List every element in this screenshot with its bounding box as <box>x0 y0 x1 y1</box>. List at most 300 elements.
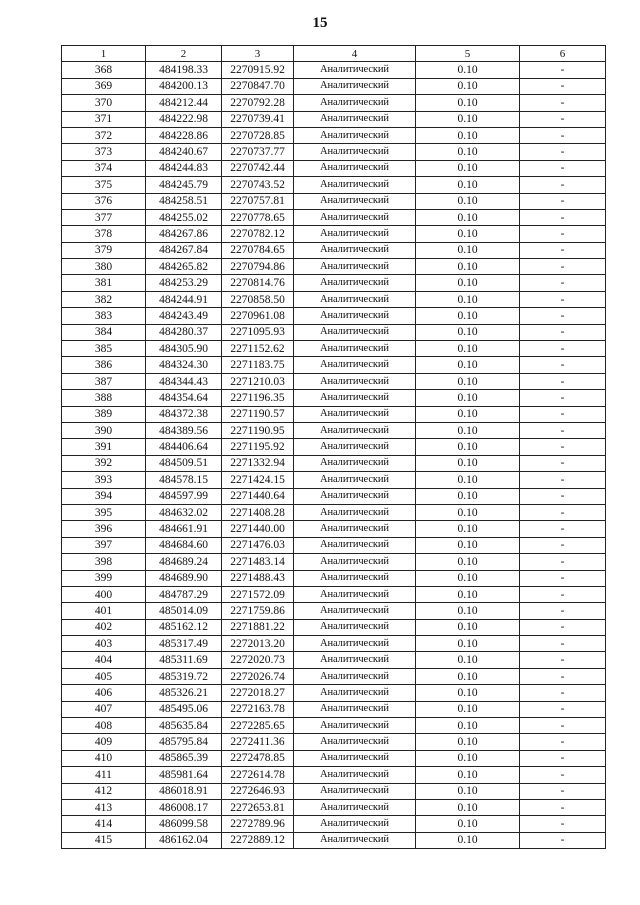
cell-point-number: 414 <box>62 816 146 832</box>
cell-accuracy: 0.10 <box>416 783 520 799</box>
cell-method: Аналитический <box>294 127 416 143</box>
cell-accuracy: 0.10 <box>416 275 520 291</box>
cell-method: Аналитический <box>294 554 416 570</box>
cell-method: Аналитический <box>294 783 416 799</box>
cell-description: - <box>520 701 606 717</box>
cell-accuracy: 0.10 <box>416 144 520 160</box>
cell-method: Аналитический <box>294 718 416 734</box>
cell-x-coordinate: 484244.91 <box>146 291 222 307</box>
cell-description: - <box>520 668 606 684</box>
cell-description: - <box>520 750 606 766</box>
cell-accuracy: 0.10 <box>416 521 520 537</box>
cell-point-number: 372 <box>62 127 146 143</box>
cell-y-coordinate: 2272026.74 <box>222 668 294 684</box>
cell-description: - <box>520 324 606 340</box>
cell-x-coordinate: 484689.24 <box>146 554 222 570</box>
cell-accuracy: 0.10 <box>416 718 520 734</box>
cell-point-number: 377 <box>62 209 146 225</box>
cell-x-coordinate: 484632.02 <box>146 504 222 520</box>
cell-point-number: 412 <box>62 783 146 799</box>
cell-x-coordinate: 484245.79 <box>146 177 222 193</box>
cell-y-coordinate: 2270961.08 <box>222 308 294 324</box>
cell-point-number: 403 <box>62 636 146 652</box>
column-header-description: 6 <box>520 46 606 62</box>
cell-accuracy: 0.10 <box>416 750 520 766</box>
cell-x-coordinate: 484240.67 <box>146 144 222 160</box>
cell-x-coordinate: 484255.02 <box>146 209 222 225</box>
cell-description: - <box>520 341 606 357</box>
cell-method: Аналитический <box>294 144 416 160</box>
table-row <box>62 439 606 455</box>
cell-method: Аналитический <box>294 816 416 832</box>
cell-method: Аналитический <box>294 242 416 258</box>
table-row <box>62 291 606 307</box>
cell-y-coordinate: 2272614.78 <box>222 767 294 783</box>
cell-accuracy: 0.10 <box>416 422 520 438</box>
cell-point-number: 413 <box>62 799 146 815</box>
cell-x-coordinate: 485319.72 <box>146 668 222 684</box>
cell-description: - <box>520 799 606 815</box>
cell-description: - <box>520 62 606 78</box>
cell-method: Аналитический <box>294 275 416 291</box>
cell-x-coordinate: 484280.37 <box>146 324 222 340</box>
cell-method: Аналитический <box>294 209 416 225</box>
table-row <box>62 701 606 717</box>
table-row <box>62 144 606 160</box>
cell-accuracy: 0.10 <box>416 308 520 324</box>
cell-description: - <box>520 636 606 652</box>
cell-description: - <box>520 406 606 422</box>
cell-method: Аналитический <box>294 619 416 635</box>
cell-point-number: 383 <box>62 308 146 324</box>
cell-point-number: 392 <box>62 455 146 471</box>
table-row <box>62 357 606 373</box>
cell-y-coordinate: 2271881.22 <box>222 619 294 635</box>
cell-method: Аналитический <box>294 832 416 848</box>
cell-y-coordinate: 2272013.20 <box>222 636 294 652</box>
table-row <box>62 504 606 520</box>
cell-point-number: 410 <box>62 750 146 766</box>
cell-x-coordinate: 485495.06 <box>146 701 222 717</box>
cell-x-coordinate: 484244.83 <box>146 160 222 176</box>
cell-y-coordinate: 2271190.57 <box>222 406 294 422</box>
cell-point-number: 390 <box>62 422 146 438</box>
cell-description: - <box>520 767 606 783</box>
cell-method: Аналитический <box>294 95 416 111</box>
cell-accuracy: 0.10 <box>416 95 520 111</box>
cell-x-coordinate: 485162.12 <box>146 619 222 635</box>
cell-method: Аналитический <box>294 341 416 357</box>
cell-accuracy: 0.10 <box>416 341 520 357</box>
table-row <box>62 570 606 586</box>
cell-y-coordinate: 2271332.94 <box>222 455 294 471</box>
table-body <box>62 62 606 849</box>
cell-x-coordinate: 485865.39 <box>146 750 222 766</box>
cell-y-coordinate: 2270915.92 <box>222 62 294 78</box>
cell-accuracy: 0.10 <box>416 406 520 422</box>
table-row <box>62 832 606 848</box>
cell-point-number: 405 <box>62 668 146 684</box>
cell-x-coordinate: 485635.84 <box>146 718 222 734</box>
cell-point-number: 400 <box>62 586 146 602</box>
cell-point-number: 373 <box>62 144 146 160</box>
cell-method: Аналитический <box>294 734 416 750</box>
cell-point-number: 407 <box>62 701 146 717</box>
cell-description: - <box>520 308 606 324</box>
cell-y-coordinate: 2270728.85 <box>222 127 294 143</box>
cell-point-number: 415 <box>62 832 146 848</box>
cell-x-coordinate: 484267.84 <box>146 242 222 258</box>
cell-x-coordinate: 485981.64 <box>146 767 222 783</box>
cell-accuracy: 0.10 <box>416 652 520 668</box>
cell-description: - <box>520 373 606 389</box>
table-row <box>62 750 606 766</box>
table-row <box>62 341 606 357</box>
cell-point-number: 384 <box>62 324 146 340</box>
cell-x-coordinate: 485795.84 <box>146 734 222 750</box>
cell-description: - <box>520 390 606 406</box>
cell-point-number: 388 <box>62 390 146 406</box>
cell-method: Аналитический <box>294 586 416 602</box>
cell-y-coordinate: 2271440.00 <box>222 521 294 537</box>
cell-accuracy: 0.10 <box>416 455 520 471</box>
cell-y-coordinate: 2272163.78 <box>222 701 294 717</box>
cell-x-coordinate: 484344.43 <box>146 373 222 389</box>
cell-description: - <box>520 685 606 701</box>
cell-y-coordinate: 2271190.95 <box>222 422 294 438</box>
cell-description: - <box>520 111 606 127</box>
cell-point-number: 381 <box>62 275 146 291</box>
table-row <box>62 422 606 438</box>
cell-description: - <box>520 586 606 602</box>
cell-point-number: 380 <box>62 259 146 275</box>
cell-y-coordinate: 2272411.36 <box>222 734 294 750</box>
cell-point-number: 375 <box>62 177 146 193</box>
cell-description: - <box>520 619 606 635</box>
cell-accuracy: 0.10 <box>416 603 520 619</box>
cell-description: - <box>520 472 606 488</box>
cell-point-number: 387 <box>62 373 146 389</box>
cell-accuracy: 0.10 <box>416 127 520 143</box>
cell-method: Аналитический <box>294 78 416 94</box>
cell-point-number: 404 <box>62 652 146 668</box>
cell-y-coordinate: 2272653.81 <box>222 799 294 815</box>
table-row <box>62 488 606 504</box>
cell-point-number: 376 <box>62 193 146 209</box>
cell-method: Аналитический <box>294 390 416 406</box>
cell-x-coordinate: 484689.90 <box>146 570 222 586</box>
column-header-method: 4 <box>294 46 416 62</box>
cell-description: - <box>520 242 606 258</box>
table-row <box>62 406 606 422</box>
table-row <box>62 619 606 635</box>
cell-x-coordinate: 486162.04 <box>146 832 222 848</box>
cell-accuracy: 0.10 <box>416 554 520 570</box>
cell-y-coordinate: 2271476.03 <box>222 537 294 553</box>
cell-accuracy: 0.10 <box>416 242 520 258</box>
cell-accuracy: 0.10 <box>416 816 520 832</box>
table-row <box>62 636 606 652</box>
cell-y-coordinate: 2271195.92 <box>222 439 294 455</box>
cell-method: Аналитический <box>294 160 416 176</box>
cell-y-coordinate: 2272020.73 <box>222 652 294 668</box>
cell-y-coordinate: 2271196.35 <box>222 390 294 406</box>
cell-method: Аналитический <box>294 767 416 783</box>
cell-point-number: 389 <box>62 406 146 422</box>
cell-description: - <box>520 570 606 586</box>
table-row <box>62 783 606 799</box>
cell-point-number: 378 <box>62 226 146 242</box>
table-row <box>62 127 606 143</box>
cell-x-coordinate: 484684.60 <box>146 537 222 553</box>
cell-method: Аналитический <box>294 472 416 488</box>
table-row <box>62 799 606 815</box>
cell-y-coordinate: 2271572.09 <box>222 586 294 602</box>
column-header-point-number: 1 <box>62 46 146 62</box>
table-row <box>62 472 606 488</box>
cell-point-number: 409 <box>62 734 146 750</box>
cell-x-coordinate: 484198.33 <box>146 62 222 78</box>
cell-y-coordinate: 2270792.28 <box>222 95 294 111</box>
cell-y-coordinate: 2271483.14 <box>222 554 294 570</box>
cell-accuracy: 0.10 <box>416 390 520 406</box>
cell-point-number: 369 <box>62 78 146 94</box>
cell-accuracy: 0.10 <box>416 570 520 586</box>
cell-accuracy: 0.10 <box>416 472 520 488</box>
cell-y-coordinate: 2272478.85 <box>222 750 294 766</box>
table-row <box>62 275 606 291</box>
coordinates-table <box>61 45 606 849</box>
cell-description: - <box>520 455 606 471</box>
cell-point-number: 379 <box>62 242 146 258</box>
table-row <box>62 308 606 324</box>
cell-point-number: 370 <box>62 95 146 111</box>
cell-method: Аналитический <box>294 291 416 307</box>
cell-x-coordinate: 484354.64 <box>146 390 222 406</box>
table-row <box>62 62 606 78</box>
cell-x-coordinate: 486018.91 <box>146 783 222 799</box>
cell-method: Аналитический <box>294 439 416 455</box>
cell-point-number: 398 <box>62 554 146 570</box>
cell-y-coordinate: 2270794.86 <box>222 259 294 275</box>
cell-method: Аналитический <box>294 521 416 537</box>
cell-accuracy: 0.10 <box>416 504 520 520</box>
cell-description: - <box>520 226 606 242</box>
cell-description: - <box>520 259 606 275</box>
cell-x-coordinate: 484389.56 <box>146 422 222 438</box>
cell-description: - <box>520 734 606 750</box>
column-header-x-coordinate: 2 <box>146 46 222 62</box>
cell-description: - <box>520 160 606 176</box>
cell-y-coordinate: 2270782.12 <box>222 226 294 242</box>
cell-method: Аналитический <box>294 636 416 652</box>
cell-method: Аналитический <box>294 193 416 209</box>
table-row <box>62 390 606 406</box>
cell-accuracy: 0.10 <box>416 537 520 553</box>
cell-y-coordinate: 2272018.27 <box>222 685 294 701</box>
cell-x-coordinate: 484212.44 <box>146 95 222 111</box>
table-row <box>62 373 606 389</box>
cell-description: - <box>520 537 606 553</box>
table-row <box>62 242 606 258</box>
cell-description: - <box>520 816 606 832</box>
cell-y-coordinate: 2271183.75 <box>222 357 294 373</box>
cell-method: Аналитический <box>294 652 416 668</box>
table-row <box>62 324 606 340</box>
cell-accuracy: 0.10 <box>416 832 520 848</box>
cell-accuracy: 0.10 <box>416 160 520 176</box>
cell-y-coordinate: 2271488.43 <box>222 570 294 586</box>
cell-x-coordinate: 485317.49 <box>146 636 222 652</box>
cell-description: - <box>520 275 606 291</box>
cell-method: Аналитический <box>294 799 416 815</box>
cell-description: - <box>520 488 606 504</box>
cell-x-coordinate: 484509.51 <box>146 455 222 471</box>
cell-method: Аналитический <box>294 488 416 504</box>
cell-x-coordinate: 484253.29 <box>146 275 222 291</box>
table-row <box>62 668 606 684</box>
cell-point-number: 397 <box>62 537 146 553</box>
cell-accuracy: 0.10 <box>416 668 520 684</box>
cell-x-coordinate: 484406.64 <box>146 439 222 455</box>
cell-x-coordinate: 486008.17 <box>146 799 222 815</box>
table-row <box>62 652 606 668</box>
cell-method: Аналитический <box>294 177 416 193</box>
table-row <box>62 226 606 242</box>
cell-description: - <box>520 127 606 143</box>
cell-x-coordinate: 484200.13 <box>146 78 222 94</box>
cell-method: Аналитический <box>294 373 416 389</box>
cell-point-number: 371 <box>62 111 146 127</box>
cell-method: Аналитический <box>294 406 416 422</box>
cell-y-coordinate: 2272646.93 <box>222 783 294 799</box>
cell-x-coordinate: 484372.38 <box>146 406 222 422</box>
cell-accuracy: 0.10 <box>416 62 520 78</box>
cell-method: Аналитический <box>294 111 416 127</box>
table-row <box>62 177 606 193</box>
cell-y-coordinate: 2271408.28 <box>222 504 294 520</box>
table-row <box>62 259 606 275</box>
table-row <box>62 521 606 537</box>
cell-description: - <box>520 652 606 668</box>
cell-description: - <box>520 554 606 570</box>
cell-description: - <box>520 177 606 193</box>
cell-method: Аналитический <box>294 668 416 684</box>
cell-point-number: 402 <box>62 619 146 635</box>
cell-point-number: 386 <box>62 357 146 373</box>
cell-description: - <box>520 832 606 848</box>
cell-x-coordinate: 484787.29 <box>146 586 222 602</box>
cell-y-coordinate: 2270737.77 <box>222 144 294 160</box>
table-row <box>62 78 606 94</box>
cell-y-coordinate: 2270739.41 <box>222 111 294 127</box>
table-row <box>62 685 606 701</box>
table-row <box>62 718 606 734</box>
cell-accuracy: 0.10 <box>416 259 520 275</box>
cell-y-coordinate: 2270742.44 <box>222 160 294 176</box>
cell-description: - <box>520 78 606 94</box>
cell-x-coordinate: 484243.49 <box>146 308 222 324</box>
table-row <box>62 193 606 209</box>
cell-point-number: 391 <box>62 439 146 455</box>
cell-accuracy: 0.10 <box>416 488 520 504</box>
cell-description: - <box>520 521 606 537</box>
cell-accuracy: 0.10 <box>416 734 520 750</box>
cell-x-coordinate: 484258.51 <box>146 193 222 209</box>
cell-method: Аналитический <box>294 226 416 242</box>
cell-y-coordinate: 2270858.50 <box>222 291 294 307</box>
cell-accuracy: 0.10 <box>416 111 520 127</box>
cell-x-coordinate: 484578.15 <box>146 472 222 488</box>
cell-y-coordinate: 2271152.62 <box>222 341 294 357</box>
cell-point-number: 368 <box>62 62 146 78</box>
cell-description: - <box>520 783 606 799</box>
cell-method: Аналитический <box>294 603 416 619</box>
table-row <box>62 603 606 619</box>
cell-description: - <box>520 144 606 160</box>
cell-y-coordinate: 2272789.96 <box>222 816 294 832</box>
cell-method: Аналитический <box>294 308 416 324</box>
cell-accuracy: 0.10 <box>416 193 520 209</box>
cell-x-coordinate: 485014.09 <box>146 603 222 619</box>
cell-y-coordinate: 2271440.64 <box>222 488 294 504</box>
cell-y-coordinate: 2270778.65 <box>222 209 294 225</box>
cell-description: - <box>520 193 606 209</box>
cell-accuracy: 0.10 <box>416 291 520 307</box>
cell-description: - <box>520 718 606 734</box>
cell-description: - <box>520 95 606 111</box>
cell-y-coordinate: 2270847.70 <box>222 78 294 94</box>
cell-method: Аналитический <box>294 504 416 520</box>
cell-y-coordinate: 2271424.15 <box>222 472 294 488</box>
cell-y-coordinate: 2270743.52 <box>222 177 294 193</box>
column-header-y-coordinate: 3 <box>222 46 294 62</box>
cell-accuracy: 0.10 <box>416 209 520 225</box>
cell-description: - <box>520 357 606 373</box>
cell-x-coordinate: 484305.90 <box>146 341 222 357</box>
cell-accuracy: 0.10 <box>416 373 520 389</box>
cell-method: Аналитический <box>294 422 416 438</box>
table-row <box>62 734 606 750</box>
cell-x-coordinate: 484324.30 <box>146 357 222 373</box>
table-row <box>62 160 606 176</box>
cell-method: Аналитический <box>294 750 416 766</box>
table-row <box>62 816 606 832</box>
cell-point-number: 408 <box>62 718 146 734</box>
cell-x-coordinate: 485326.21 <box>146 685 222 701</box>
cell-point-number: 393 <box>62 472 146 488</box>
table-row <box>62 95 606 111</box>
cell-description: - <box>520 291 606 307</box>
cell-method: Аналитический <box>294 701 416 717</box>
cell-accuracy: 0.10 <box>416 586 520 602</box>
cell-accuracy: 0.10 <box>416 357 520 373</box>
cell-accuracy: 0.10 <box>416 439 520 455</box>
cell-point-number: 411 <box>62 767 146 783</box>
cell-y-coordinate: 2270814.76 <box>222 275 294 291</box>
cell-x-coordinate: 485311.69 <box>146 652 222 668</box>
cell-accuracy: 0.10 <box>416 799 520 815</box>
cell-description: - <box>520 209 606 225</box>
cell-x-coordinate: 484597.99 <box>146 488 222 504</box>
cell-method: Аналитический <box>294 455 416 471</box>
cell-point-number: 395 <box>62 504 146 520</box>
cell-method: Аналитический <box>294 570 416 586</box>
cell-accuracy: 0.10 <box>416 701 520 717</box>
table-row <box>62 586 606 602</box>
cell-x-coordinate: 484265.82 <box>146 259 222 275</box>
cell-y-coordinate: 2270757.81 <box>222 193 294 209</box>
